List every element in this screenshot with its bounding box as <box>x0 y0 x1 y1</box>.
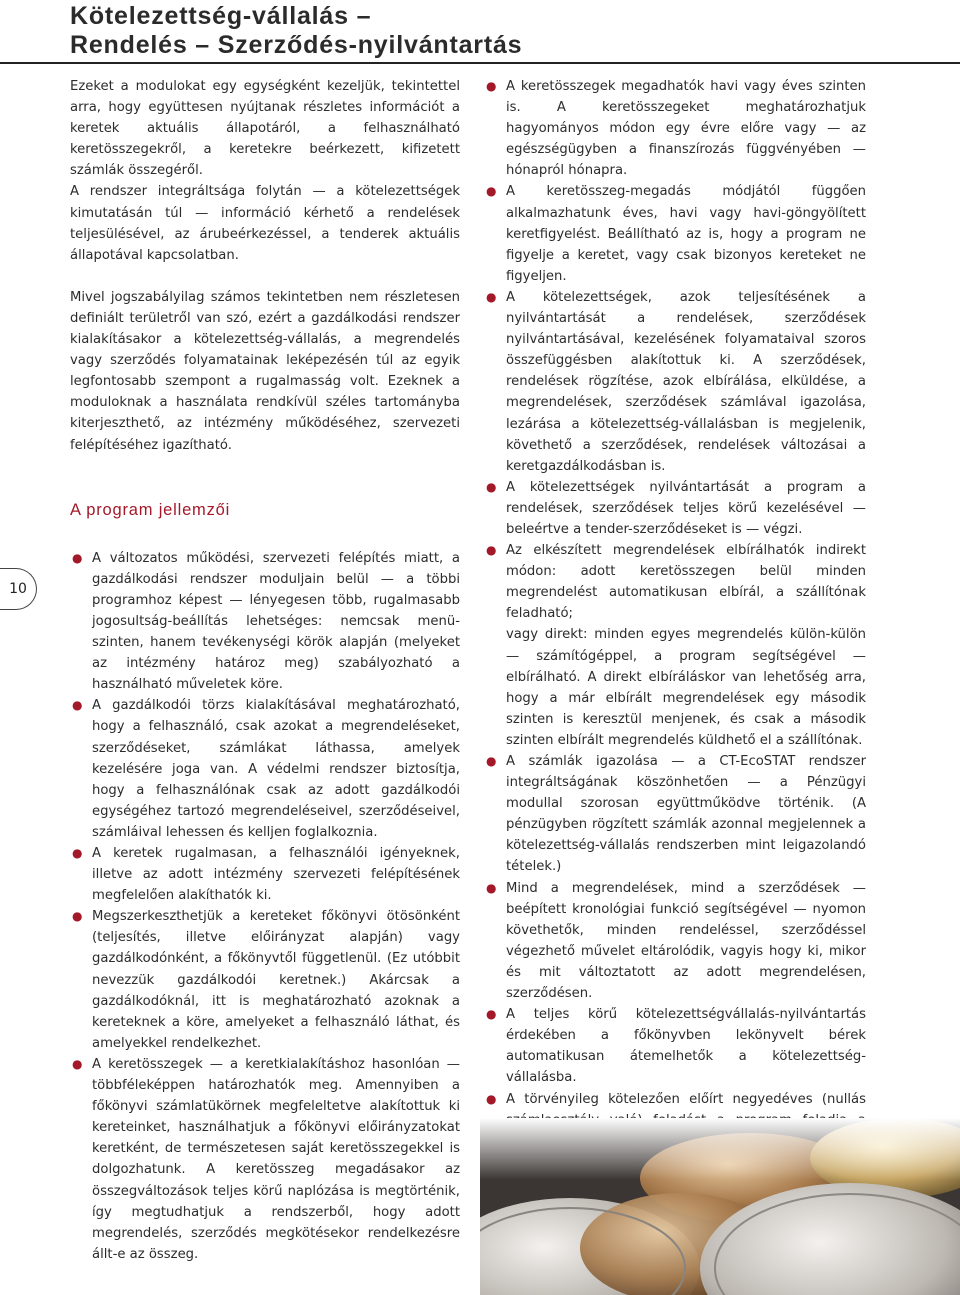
list-item: ● A keretek rugalmasan, a felhasználói igényeknek, illetve az adott intézmény szervezeti felépítésének megfelelően alakíthatók ki. <box>70 843 460 906</box>
feature-list-right <box>484 76 866 1194</box>
bullet-dot-icon: ● <box>486 543 497 558</box>
page-title-line-1: Kötelezettség-vállalás – <box>70 2 372 30</box>
list-item: ● A törvényileg kötelezően előírt negyedéves (nullás <box>484 1089 866 1194</box>
list-item: ● A keretösszegek megadhatók havi vagy éves szinten is. A keretösszegeket meghatározhatjuk hagyományos módon egy évre előre vagy — az egészségügyben a finanszírozás függvényében — hónapról hónapra. <box>484 76 866 181</box>
left-column <box>70 76 460 1265</box>
bullet-dot-icon: ● <box>72 550 83 565</box>
bullet-dot-icon: ● <box>486 880 497 895</box>
title-divider <box>0 62 960 64</box>
list-item: ● A keretösszeg-megadás módjától függően alkalmazhatunk éves, havi vagy havi-göngyölített keretfigyelést. Beállítható az is, hogy a program ne figyelje a keretet, vagy csak bizonyos kereteket ne figyeljen. <box>484 181 866 286</box>
bullet-dot-icon: ● <box>486 1091 497 1106</box>
bullet-dot-icon: ● <box>486 184 497 199</box>
bullet-dot-icon: ● <box>486 79 497 93</box>
right-column <box>484 76 866 1194</box>
list-item: ● A teljes körű kötelezettségvállalás-nyilvántartás érdekében a főkönyvben lekönyvelt bérek automatikusan átemelhetők a kötelezettség-vállalásba. <box>484 1004 866 1088</box>
bullet-dot-icon: ● <box>486 754 497 768</box>
bullet-dot-icon: ● <box>486 479 497 494</box>
bullet-dot-icon: ● <box>72 1056 83 1071</box>
page-title <box>70 2 930 60</box>
intro-paragraph-2: A rendszer integráltsága folytán — a kötelezettségek kimutatásán túl — információ kérhető a rendelések teljesülésével, az árubeérkezéssel, a tenderek aktuális állapotával kapcsolatban. <box>70 184 460 263</box>
list-item: ● Mind a megrendelések, mind a szerződések — beépített kronológiai funkció segítségével — nyomon követhetők, minden rendeléssel, szerződéssel végezhető művelet eltárolódik, vagyis hogy ki, mikor és mit változtatott az adott megrendelésen, szerződésen. <box>484 878 866 1005</box>
coins-photo <box>480 1118 960 1295</box>
bullet-dot-icon: ● <box>72 698 83 713</box>
section-heading: A program jellemzői <box>70 500 231 519</box>
list-item: ● A számlák igazolása — a CT-EcoSTAT rendszer integráltságának köszönhetően — a Pénzügyi modullal szorosan együttműködve történik. (A pénzügyben rögzített számlák azonnal megjelennek a kötelezettség-vállalás rendszerben mint leigazolandó tételek.) <box>484 751 866 878</box>
list-item: ● Az elkészített megrendelések elbírálhatók indirekt módon: adott keretösszegen belül minden megrendelést automatikusan elbírál, a szállítónak feladható; vagy direkt: minden egyes megrendelés külön-külön — számítógéppel, a program segítségével — elbírálható. A direkt elbíráláskor van lehetőség arra, hogy a már elbírált megrendelések egy második szinten is keresztül menjenek, és csak a második szinten elbírált megrendelés küldhető el a szállítónak. <box>484 540 866 751</box>
list-item: ● A változatos működési, szervezeti felépítés miatt, a gazdálkodási rendszer moduljain belül — a többi programhoz képest — lényegesen több, rugalmasabb jogosultság-beállítás lehetséges: nemcsak menü-szinten, hanem tevékenységi körök alapján (melyeket az intézmény határoz meg) szabályozható a használható műveletek köre. <box>70 548 460 696</box>
feature-list-left <box>70 548 460 1265</box>
bullet-dot-icon: ● <box>486 1007 497 1022</box>
list-item: ● A kötelezettségek nyilvántartását a program a rendelések, szerződések teljes körű kezelésével — beleértve a tender-szerződéseket is — végzi. <box>484 477 866 540</box>
list-item: ● Megszerkeszthetjük a kereteket főkönyvi ötösönként (teljesítés, illetve előirányzat alapján) vagy gazdálkodónként, a főkönyvtől függetlenül. (Ez utóbbit nevezzük gazdálkodói keretnek.) Akárcsak a gazdálkodóknál, itt is meghatározható azoknak a kereteknek a köre, amelyeket a felhasználó láthat, és amelyekkel rendelkezhet. <box>70 906 460 1054</box>
bullet-dot-icon: ● <box>486 289 497 304</box>
intro-paragraph-3: Mivel jogszabályilag számos tekintetben nem részletesen definiált területről van szó, ezért a gazdálkodási rendszer kialakításakor a kötelezettség-vállalás, a megrendelés vagy szerződés folyamatainak leképezésén túl az egyik legfontosabb szempont a rugalmasság volt. Ezeknek a moduloknak a használata rendkívül széles tartományba kiterjeszthető, az intézmény működéséhez, szervezeti felépítéséhez igazítható. <box>70 289 460 453</box>
page-title-line-2: Rendelés – Szerződés-nyilvántartás <box>70 31 523 59</box>
bullet-dot-icon: ● <box>72 846 83 860</box>
list-item: ● A gazdálkodói törzs kialakításával meghatározható, hogy a felhasználó, csak azokat a megrendeléseket, szerződéseket, számlákat láthassa, amelyek kezelésére joga van. A védelmi rendszer biztosítja, hogy a felhasználónak csak az adott gazdálkodói egységéhez tartozó megrendeléseivel, szerződéseivel, számláival lehessen és kelljen foglalkoznia. <box>70 695 460 843</box>
intro-paragraph-1: Ezeket a modulokat egy egységként kezeljük, tekintettel arra, hogy együttesen nyújtanak részletes információt a keretek aktuális állapotáról, a felhasználható keretösszegekről, a keretekre beérkezett, kifizetett számlák összegéről. <box>70 79 460 179</box>
page-number: 10 <box>0 568 37 610</box>
list-item: ● A kötelezettségek, azok teljesítésének a nyilvántartását a rendelések, szerződések nyilvántartásával, kezelésének folyamataival szoros összefüggésben alakítottuk ki. A szerződések, rendelések rögzítése, azok elbírálása, elküldése, a megrendelések, szerződések számlával igazolása, lezárása a kötelezettség-vállalásban is megjelenik, követhető a szerződések, rendelések változásai a keretgazdálkodásban is. <box>484 287 866 477</box>
list-item: ● A keretösszegek — a keretkialakításhoz hasonlóan — többféleképpen határozhatók meg. Amennyiben a főkönyvi számlatükörnek megfeleltetve alakítottuk ki kereteinket, használhatjuk a főkönyvi előirányzatokat keretként, de természetesen saját keretösszegekkel is dolgozhatunk. A keretösszeg megadásakor az összegváltozások teljes körű naplózása is megtörténik, így megtudhatjuk a rendszerből, hogy adott megrendelés, szerződés megkötésekor rendelkezésre állt-e az összeg. <box>70 1054 460 1265</box>
bullet-dot-icon: ● <box>72 909 83 924</box>
